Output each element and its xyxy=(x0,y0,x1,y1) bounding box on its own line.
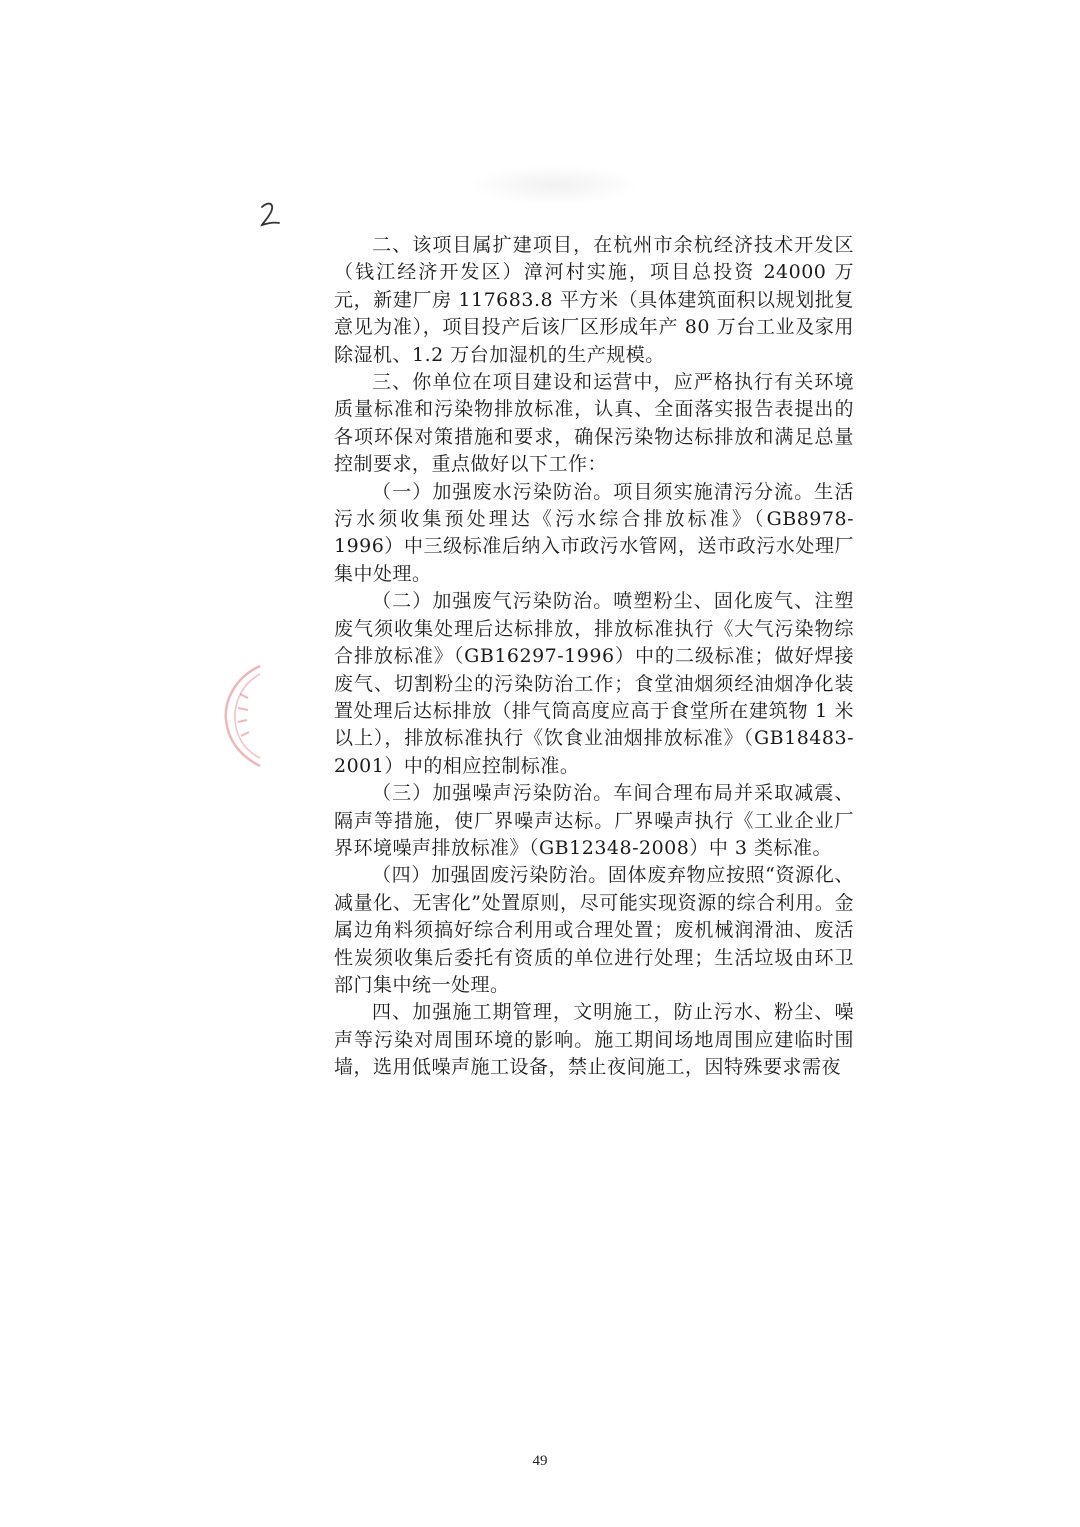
paragraph-4-construction: 四、加强施工期管理，文明施工，防止污水、粉尘、噪声等污染对周围环境的影响。施工期间场地周围应建临时围墙，选用低噪声施工设备，禁止夜间施工，因特殊要求需夜 xyxy=(334,1001,854,1079)
paragraph-3-1-wastewater: （一）加强废水污染防治。项目须实施清污分流。生活污水须收集预处理达《污水综合排放标准》（GB8978-1996）中三级标准后纳入市政污水管网，送市政污水处理厂集中处理。 xyxy=(334,480,854,585)
paragraph-3: 三、你单位在项目建设和运营中，应严格执行有关环境质量标准和污染物排放标准，认真、全面落实报告表提出的各项环保对策措施和要求，确保污染物达标排放和满足总量控制要求，重点做好以下工作： xyxy=(334,371,854,476)
paragraph-3-4-solid-waste: （四）加强固废污染防治。固体废弃物应按照“资源化、减量化、无害化”处置原则，尽可能实现资源的综合利用。金属边角料须搞好综合利用或合理处置；废机械润滑油、废活性炭须收集后委托有资质的单位进行处理；生活垃圾由环卫部门集中统一处理。 xyxy=(334,864,854,996)
paragraph-2: 二、该项目属扩建项目，在杭州市余杭经济技术开发区（钱江经济开发区）漳河村实施，项目总投资 24000 万元，新建厂房 117683.8 平方米（具体建筑面积以规划批复意见为准），项目投产后该厂区形成年产 80 万台工业及家用除湿机、1.2 万台加湿机的生产规模。 xyxy=(334,234,854,366)
paragraph-3-2-exhaust-gas: （二）加强废气污染防治。喷塑粉尘、固化废气、注塑废气须收集处理后达标排放，排放标准执行《大气污染物综合排放标准》（GB16297-1996）中的二级标准；做好焊接废气、切割粉尘的污染防治工作；食堂油烟须经油烟净化装置处理后达标排放（排气筒高度应高于食堂所在建筑物 1 米以上），排放标准执行《饮食业油烟排放标准》（GB18483-2001）中的相应控制标准。 xyxy=(334,590,854,777)
handwritten-mark xyxy=(258,198,282,228)
body-text xyxy=(334,232,854,1082)
scan-smudge xyxy=(470,165,640,205)
paragraph-3-3-noise: （三）加强噪声污染防治。车间合理布局并采取减震、隔声等措施，使厂界噪声达标。厂界噪声执行《工业企业厂界环境噪声排放标准》（GB12348-2008）中 3 类标准。 xyxy=(334,782,854,859)
page-number: 49 xyxy=(532,1453,548,1469)
red-seal-fragment xyxy=(220,660,264,770)
